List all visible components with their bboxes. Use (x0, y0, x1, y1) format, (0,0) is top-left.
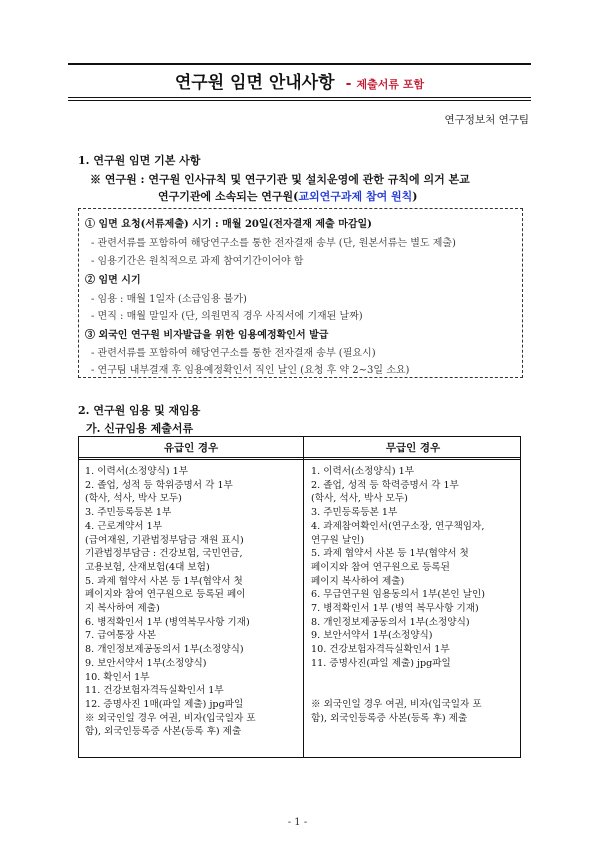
unpaid-list-item: 5. 과제 협약서 사본 등 1부(협약서 첫 (311, 548, 469, 560)
box-item3-line: - 연구팀 내부결재 후 임용예정확인서 직인 날인 (요청 후 약 2~3일 소요) (91, 365, 410, 376)
unpaid-list-item: 6. 무급연구원 임용동의서 1부(본인 날인) (311, 589, 485, 601)
box-item1-line: - 임용기간은 원칙적으로 과제 참여기간이어야 함 (91, 256, 304, 267)
paid-list-item: 6. 병적확인서 1부 (병역복무사항 기재) (85, 616, 250, 628)
header-paid: 유급인 경우 (163, 442, 219, 454)
unpaid-list-item: 연구원 날인) (311, 534, 365, 546)
paid-list-item: ※ 외국인일 경우 여권, 비자(입국일자 포 (85, 712, 256, 724)
paid-list-item: (급여재원, 기관법정부담금 재원 표시) (85, 534, 244, 546)
section1-note-line1: ※ 연구원 : 연구원 인사규칙 및 연구기관 및 설치운영에 관한 규칙에 의거 본교 (90, 173, 470, 186)
page-title (68, 68, 531, 93)
unpaid-list-item: 9. 보안서약서 1부(소정양식) (311, 630, 433, 642)
paid-list-item: 지 복사하여 제출) (85, 603, 160, 615)
paid-list-item: 2. 졸업, 성적 등 학위증명서 각 1부 (85, 479, 233, 491)
unpaid-column (311, 465, 485, 725)
box-item1-title: ① 임면 요청(서류제출) 시기 : 매월 20일(전자결재 제출 마감일) (85, 219, 372, 230)
unpaid-list-item: (학사, 석사, 박사 모두) (311, 493, 408, 505)
section2-subheading: 가. 신규임용 제출서류 (86, 422, 194, 435)
header-bottom-rule (68, 97, 531, 98)
box-item2-line: - 임용 : 매월 1일자 (소급임용 불가) (91, 294, 247, 305)
unpaid-list-item: 2. 졸업, 성적 등 학력증명서 각 1부 (311, 479, 459, 491)
paid-list-item: 8. 개인정보제공동의서 1부(소정양식) (85, 644, 244, 656)
paid-list-item: 기관법정부담금 : 건강보험, 국민연금, (85, 548, 243, 560)
box-item2-line: - 면직 : 매월 말일자 (단, 의원면직 경우 사직서에 기재된 날짜) (91, 311, 363, 322)
box-item3-title: ③ 외국인 연구원 비자발급을 위한 임용예정확인서 발급 (85, 330, 329, 341)
unpaid-list-item: 8. 개인정보제공동의서 1부(소정양식) (311, 616, 470, 628)
info-box (78, 208, 523, 378)
documents-table (78, 436, 521, 758)
table-column-divider (303, 437, 304, 757)
box-item3-line: - 관련서류를 포함하여 해당연구소를 통한 전자결재 송부 (필요시) (91, 348, 376, 359)
unpaid-list-item: 7. 병적확인서 1부 (병역 복무사항 기재) (311, 603, 479, 615)
paid-list-item: 10. 확인서 1부 (85, 671, 150, 683)
unpaid-list-item: 페이지 복사하여 제출) (311, 575, 405, 587)
unpaid-list-item: 11. 증명사진(파일 제출) jpg파일 (311, 657, 451, 669)
paid-list-item: (학사, 석사, 박사 모두) (85, 493, 182, 505)
box-item1-line: - 관련서류를 포함하여 해당연구소를 통한 전자결재 송부 (단, 원본서류는 별도 제출) (91, 238, 456, 249)
note-highlight: 교외연구과제 참여 원칙 (298, 190, 413, 203)
section2-heading: 2. 연구원 임용 및 재임용 (78, 404, 201, 417)
paid-list-item: 함), 외국인등록증 사본(등록 후) 제출 (85, 726, 242, 738)
unpaid-list-item: 1. 이력서(소정양식) 1부 (311, 466, 414, 477)
paid-list-item: 4. 근로계약서 1부 (85, 520, 162, 532)
unpaid-list-item: 페이지와 참여 연구원으로 등록된 (311, 561, 450, 573)
unpaid-list-item: 함), 외국인등록증 사본(등록 후) 제출 (311, 712, 468, 724)
section1-heading: 1. 연구원 임면 기본 사항 (78, 154, 201, 167)
title-main: 연구원 임면 안내사항 (174, 73, 335, 93)
paid-list-item: 9. 보안서약서 1부(소정양식) (85, 657, 207, 669)
note-suffix: ) (412, 190, 418, 203)
department-label: 연구정보처 연구팀 (444, 114, 529, 126)
paid-column (85, 465, 256, 739)
paid-list-item: 11. 건강보험자격득실확인서 1부 (85, 685, 224, 697)
paid-list-item: 1. 이력서(소정양식) 1부 (85, 466, 188, 477)
page-number: - 1 - (287, 817, 308, 828)
unpaid-list-item (311, 671, 485, 685)
table-header-double-rule (79, 459, 520, 460)
paid-list-item: 12. 증명사진 1매(파일 제출) jpg파일 (85, 698, 244, 710)
unpaid-list-item: 3. 주민등록등본 1부 (311, 507, 398, 519)
unpaid-list-item (311, 684, 485, 698)
unpaid-list-item: ※ 외국인일 경우 여권, 비자(입국일자 포 (311, 698, 482, 710)
unpaid-list-item: 4. 과제참여확인서(연구소장, 연구책임자, (311, 520, 485, 532)
title-subtitle: 제출서류 포함 (356, 78, 425, 91)
header-top-rule (68, 63, 531, 65)
paid-list-item: 고용보험, 산재보험(4대 보험) (85, 561, 210, 573)
paid-list-item: 3. 주민등록등본 1부 (85, 507, 172, 519)
header-bottom-rule-2 (68, 100, 531, 101)
note-prefix: 연구기관에 소속되는 연구원( (158, 190, 299, 203)
title-separator: - (345, 76, 352, 92)
unpaid-list-item: 10. 건강보험자격득실확인서 1부 (311, 644, 450, 656)
paid-list-item: 페이지와 참여 연구원으로 등록된 페이 (85, 589, 246, 601)
paid-list-item: 7. 급여통장 사본 (85, 630, 156, 642)
header-unpaid: 무급인 경우 (385, 442, 441, 454)
box-item2-title: ② 임면 시기 (85, 275, 141, 286)
paid-list-item: 5. 과제 협약서 사본 등 1부(협약서 첫 (85, 575, 243, 587)
section1-note-line2 (158, 188, 418, 204)
